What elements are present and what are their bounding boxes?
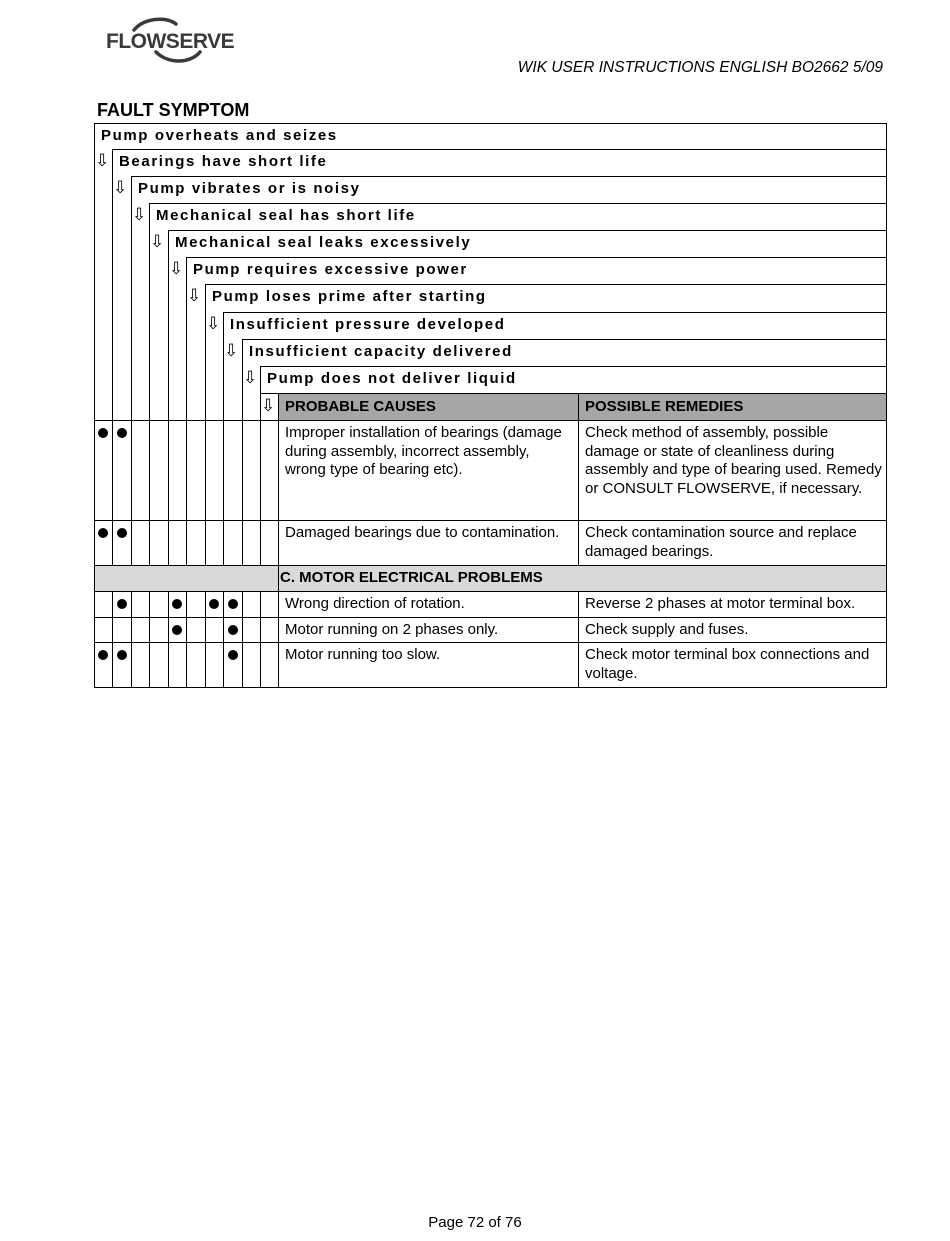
- symptom-row-rule: [186, 257, 887, 258]
- symptom-column-rule: [260, 366, 261, 565]
- probable-cause-cell: Damaged bearings due to contamination.: [285, 524, 560, 541]
- probable-cause-cell: Wrong direction of rotation.: [285, 595, 465, 612]
- symptom-row-rule: [260, 366, 887, 367]
- symptom-row-rule: [131, 176, 887, 177]
- fault-symptom-table: [94, 123, 887, 687]
- symptom-row-rule: [242, 339, 887, 340]
- symptom-column-rule: [205, 591, 206, 687]
- down-arrow-icon: ⇩: [261, 396, 276, 415]
- symptom-match-dot: [117, 599, 127, 609]
- symptom-column-rule: [149, 591, 150, 687]
- symptom-column-rule: [278, 393, 279, 565]
- row-rule: [94, 642, 887, 643]
- symptom-column-rule: [131, 176, 132, 565]
- symptom-column-rule: [112, 149, 113, 565]
- symptom-row-rule: [94, 123, 887, 124]
- symptom-match-dot: [117, 428, 127, 438]
- flowserve-logo: [104, 16, 234, 66]
- symptom-match-dot: [98, 528, 108, 538]
- symptom-column-rule: [186, 257, 187, 565]
- document-header: WIK USER INSTRUCTIONS ENGLISH BO2662 5/09: [517, 59, 883, 76]
- probable-cause-cell: Motor running too slow.: [285, 646, 441, 663]
- header-top-rule: [260, 393, 887, 394]
- possible-remedy-cell: Check supply and fuses.: [585, 621, 749, 638]
- header-bottom-rule: [94, 420, 887, 421]
- symptom-label: Insufficient capacity delivered: [249, 343, 513, 360]
- symptom-column-rule: [223, 312, 224, 565]
- symptom-match-dot: [228, 625, 238, 635]
- down-arrow-icon: ⇩: [113, 178, 128, 197]
- row-rule: [94, 565, 887, 566]
- symptom-column-rule: [260, 591, 261, 687]
- symptom-label: Pump requires excessive power: [193, 261, 468, 278]
- down-arrow-icon: ⇩: [132, 205, 147, 224]
- symptom-match-dot: [209, 599, 219, 609]
- row-rule: [94, 591, 887, 592]
- symptom-label: Mechanical seal has short life: [156, 207, 416, 224]
- row-rule: [94, 617, 887, 618]
- symptom-label: Pump loses prime after starting: [212, 288, 487, 305]
- row-rule: [94, 687, 887, 688]
- symptom-column-rule: [223, 591, 224, 687]
- possible-remedy-cell: Check method of assembly, possible damage or state of cleanliness during assembly and type of bearing used. Remedy or CONSULT FLOWSERVE, if necessary.: [585, 424, 882, 497]
- symptom-label: Pump does not deliver liquid: [267, 370, 517, 387]
- symptom-row-rule: [205, 284, 887, 285]
- probable-cause-cell: Motor running on 2 phases only.: [285, 621, 499, 638]
- symptom-column-rule: [205, 284, 206, 565]
- down-arrow-icon: ⇩: [224, 341, 239, 360]
- fault-symptom-title: FAULT SYMPTOM: [97, 100, 250, 120]
- symptom-label: Pump overheats and seizes: [101, 127, 338, 144]
- symptom-column-rule: [168, 591, 169, 687]
- symptom-column-rule: [149, 203, 150, 565]
- causes-remedies-divider: [578, 591, 579, 687]
- symptom-match-dot: [172, 599, 182, 609]
- symptom-match-dot: [98, 428, 108, 438]
- symptom-column-rule: [242, 339, 243, 565]
- symptom-match-dot: [228, 650, 238, 660]
- down-arrow-icon: ⇩: [206, 314, 221, 333]
- logo-text: FLOWSERVE: [106, 30, 235, 53]
- symptom-match-dot: [172, 625, 182, 635]
- down-arrow-icon: ⇩: [95, 151, 110, 170]
- symptom-label: Insufficient pressure developed: [230, 316, 506, 333]
- possible-remedy-cell: Check contamination source and replace damaged bearings.: [585, 524, 857, 560]
- table-border-left: [94, 123, 95, 688]
- symptom-column-rule: [186, 591, 187, 687]
- causes-remedies-divider: [578, 393, 579, 565]
- possible-remedy-cell: Check motor terminal box connections and voltage.: [585, 646, 870, 682]
- symptom-match-dot: [117, 528, 127, 538]
- row-rule: [94, 520, 887, 521]
- page-number: Page 72 of 76: [428, 1214, 522, 1231]
- possible-remedy-cell: Reverse 2 phases at motor terminal box.: [585, 595, 856, 612]
- section-c-label: C. MOTOR ELECTRICAL PROBLEMS: [280, 569, 543, 586]
- symptom-column-rule: [131, 591, 132, 687]
- symptom-column-rule: [278, 591, 279, 687]
- symptom-row-rule: [149, 203, 887, 204]
- symptom-match-dot: [228, 599, 238, 609]
- symptom-label: Pump vibrates or is noisy: [138, 180, 361, 197]
- table-border-right: [886, 123, 887, 688]
- symptom-label: Mechanical seal leaks excessively: [175, 234, 472, 251]
- down-arrow-icon: ⇩: [150, 232, 165, 251]
- symptom-match-dot: [98, 650, 108, 660]
- symptom-column-rule: [168, 230, 169, 565]
- probable-cause-cell: Improper installation of bearings (damage during assembly, incorrect assembly, wrong type of bearing etc).: [285, 424, 562, 478]
- symptom-label: Bearings have short life: [119, 153, 328, 170]
- probable-causes-header: PROBABLE CAUSES: [285, 398, 436, 415]
- down-arrow-icon: ⇩: [169, 259, 184, 278]
- symptom-match-dot: [117, 650, 127, 660]
- down-arrow-icon: ⇩: [243, 368, 258, 387]
- symptom-row-rule: [112, 149, 887, 150]
- possible-remedies-header: POSSIBLE REMEDIES: [585, 398, 744, 415]
- symptom-column-rule: [112, 591, 113, 687]
- symptom-row-rule: [168, 230, 887, 231]
- symptom-row-rule: [223, 312, 887, 313]
- section-c-left-rule: [278, 565, 279, 591]
- down-arrow-icon: ⇩: [187, 286, 202, 305]
- symptom-column-rule: [242, 591, 243, 687]
